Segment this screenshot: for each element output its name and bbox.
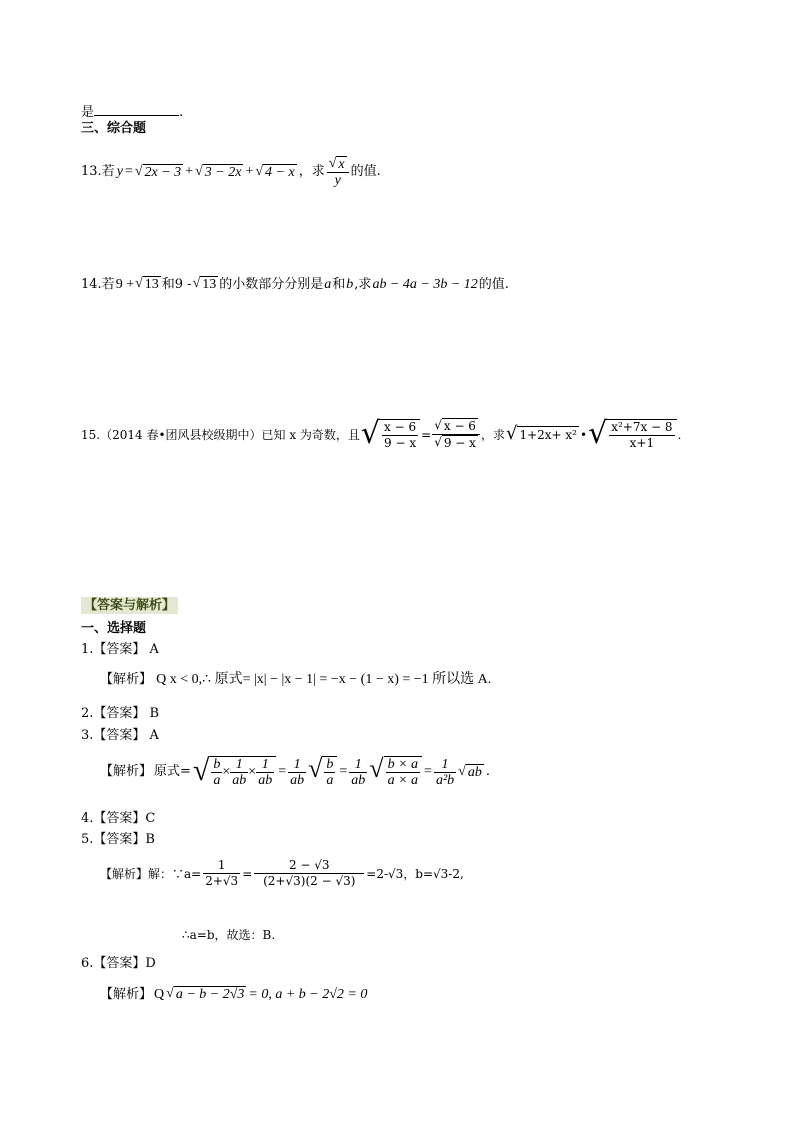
original-expr-label: 原式=: [154, 764, 191, 779]
a3-root-3: √ $\frac{b \times a}{a \times a}$: [369, 756, 422, 788]
question-14: [81, 276, 509, 293]
section-3-heading: 三、综合题: [81, 121, 147, 136]
q15-end: .: [677, 427, 682, 442]
q15-root-frac-1: √ $\frac{x - 6}{9 - x}$: [361, 419, 420, 451]
period: .: [179, 105, 184, 120]
answers-heading: [81, 598, 178, 614]
a3-frac-1: $\frac{1}{ab}$: [290, 756, 305, 788]
section-1-heading: 一、选择题: [81, 621, 147, 636]
answer-1-analysis: [100, 672, 491, 688]
q15-prefix: 15.（2014 春•团风县校级期中）已知 x 为奇数，且: [81, 427, 360, 442]
answer-4-label: 4.【答案】C: [81, 811, 156, 826]
q14-root-1: √ 13: [135, 276, 159, 292]
q14-part1: 9 +: [115, 276, 135, 292]
a5-tail: =2-√3，b=√3-2,: [366, 866, 464, 881]
q14-and: 和9 -: [161, 276, 192, 292]
q13-eq: =: [124, 164, 133, 179]
q15-root-3: √ 1+2x+ x²: [505, 423, 577, 444]
a5-frac-2: $\frac{2 - √3}{(2+√3)(2 - √3)}$: [254, 858, 364, 889]
analysis-label: 【解析】: [100, 672, 153, 687]
a3-frac-2: $\frac{1}{ab}$: [351, 756, 366, 788]
answer-1-label: 1.【答案】 A: [81, 642, 159, 657]
q14-expr: ab − 4a − 3b − 12: [372, 276, 478, 292]
answer-5-label: 5.【答案】B: [81, 832, 155, 847]
q13-fraction: $\frac{√ x}{y}$: [327, 156, 349, 188]
analysis-label: 【解析】解：∵a=: [100, 866, 202, 881]
q15-dot: •: [580, 427, 588, 442]
q13-prefix: 13.若: [81, 164, 115, 179]
q13-mid: ，求: [298, 164, 325, 179]
a3-frac-3: $\frac{1}{\text{a²b}}$: [435, 756, 455, 788]
q14-and2: 和: [332, 276, 346, 292]
a3-root-2: √ $\frac{b}{a}$: [308, 756, 337, 788]
answer-6-label: 6.【答案】D: [81, 956, 156, 971]
q14-mid: 的小数部分分别是: [219, 276, 324, 292]
answer-2-label: 2.【答案】 B: [81, 706, 160, 721]
answer-blank: [94, 102, 179, 116]
q15-ask: ，求: [480, 427, 505, 442]
a6-tail: = 0, a + b − 2√2 = 0: [248, 986, 368, 1002]
q13-root-1: √ 2x − 3: [134, 163, 182, 180]
q15-root-frac-3: √ $\frac{\text{x²+7x − 8}}{x+1}$: [588, 419, 676, 451]
a6-root: √ a − b − 2√3: [166, 986, 245, 1002]
q14-ask: ,求: [354, 276, 372, 292]
a6-q: Q: [154, 986, 165, 1002]
a3-root-1: √ $\frac{b}{a}$ × $\frac{1}{ab}$ × $\frac{1}{ab}$: [193, 756, 276, 788]
q15-frac-2: $\frac{√ x - 6}{√ 9 - x}$: [432, 418, 480, 451]
question-15: [81, 415, 682, 451]
question-13: 13.若 y = √ 2x − 3 + √ 3 − 2x + √ 4 − x ，求 $\frac{√ x}{y}$ 的值.: [81, 156, 381, 188]
answer-1-body: Q x < 0,∴ 原式= |x| − |x − 1| = −x − (1 − x) = −1 所以选 A.: [156, 672, 492, 687]
answers-heading-label: 【答案与解析】: [81, 597, 178, 614]
q14-root-2: √ 13: [192, 276, 217, 292]
answer-3-label: 3.【答案】 A: [81, 728, 159, 743]
answer-5-analysis: 【解析】解：∵a= $\frac{1}{2+√3}$ = $\frac{2 - √3}{(2+√3)(2 - √3)}$ =2-√3，b=√3-2,: [100, 858, 464, 888]
q14-suffix: 的值.: [478, 276, 509, 292]
answer-5-conclusion: ∴a=b，故选：B.: [182, 928, 276, 942]
q15-eq: =: [421, 427, 432, 442]
q14-a: a: [324, 276, 332, 292]
a5-frac-1: $\frac{1}{2+√3}$: [205, 858, 239, 888]
q13-root-3: √ 4 − x: [255, 163, 295, 180]
analysis-label: 【解析】: [100, 764, 153, 779]
a3-root-4: √ ab: [458, 763, 482, 780]
prev-question-tail: [81, 102, 183, 121]
q14-b: b: [346, 276, 354, 292]
q13-suffix: 的值.: [350, 164, 381, 179]
answer-3-analysis: 【解析】 原式= √ $\frac{b}{a}$ × $\frac{1}{ab}$ × $\frac{1}{ab}$ = $\frac{1}{ab}$ √ $\frac{b}{a}$ = $\frac{1}{ab}$ √ $\frac{b \times a}{a \times a}$ = $\frac{1}{\text{a²b}}$ √ ab .: [100, 754, 490, 788]
q14-prefix: 14.若: [81, 276, 115, 292]
q13-y: y: [116, 164, 123, 179]
q13-root-2: √ 3 − 2x: [195, 163, 242, 180]
answer-6-analysis: [100, 986, 367, 1003]
analysis-label: 【解析】: [100, 986, 153, 1002]
prev-question-text: 是: [81, 105, 95, 120]
